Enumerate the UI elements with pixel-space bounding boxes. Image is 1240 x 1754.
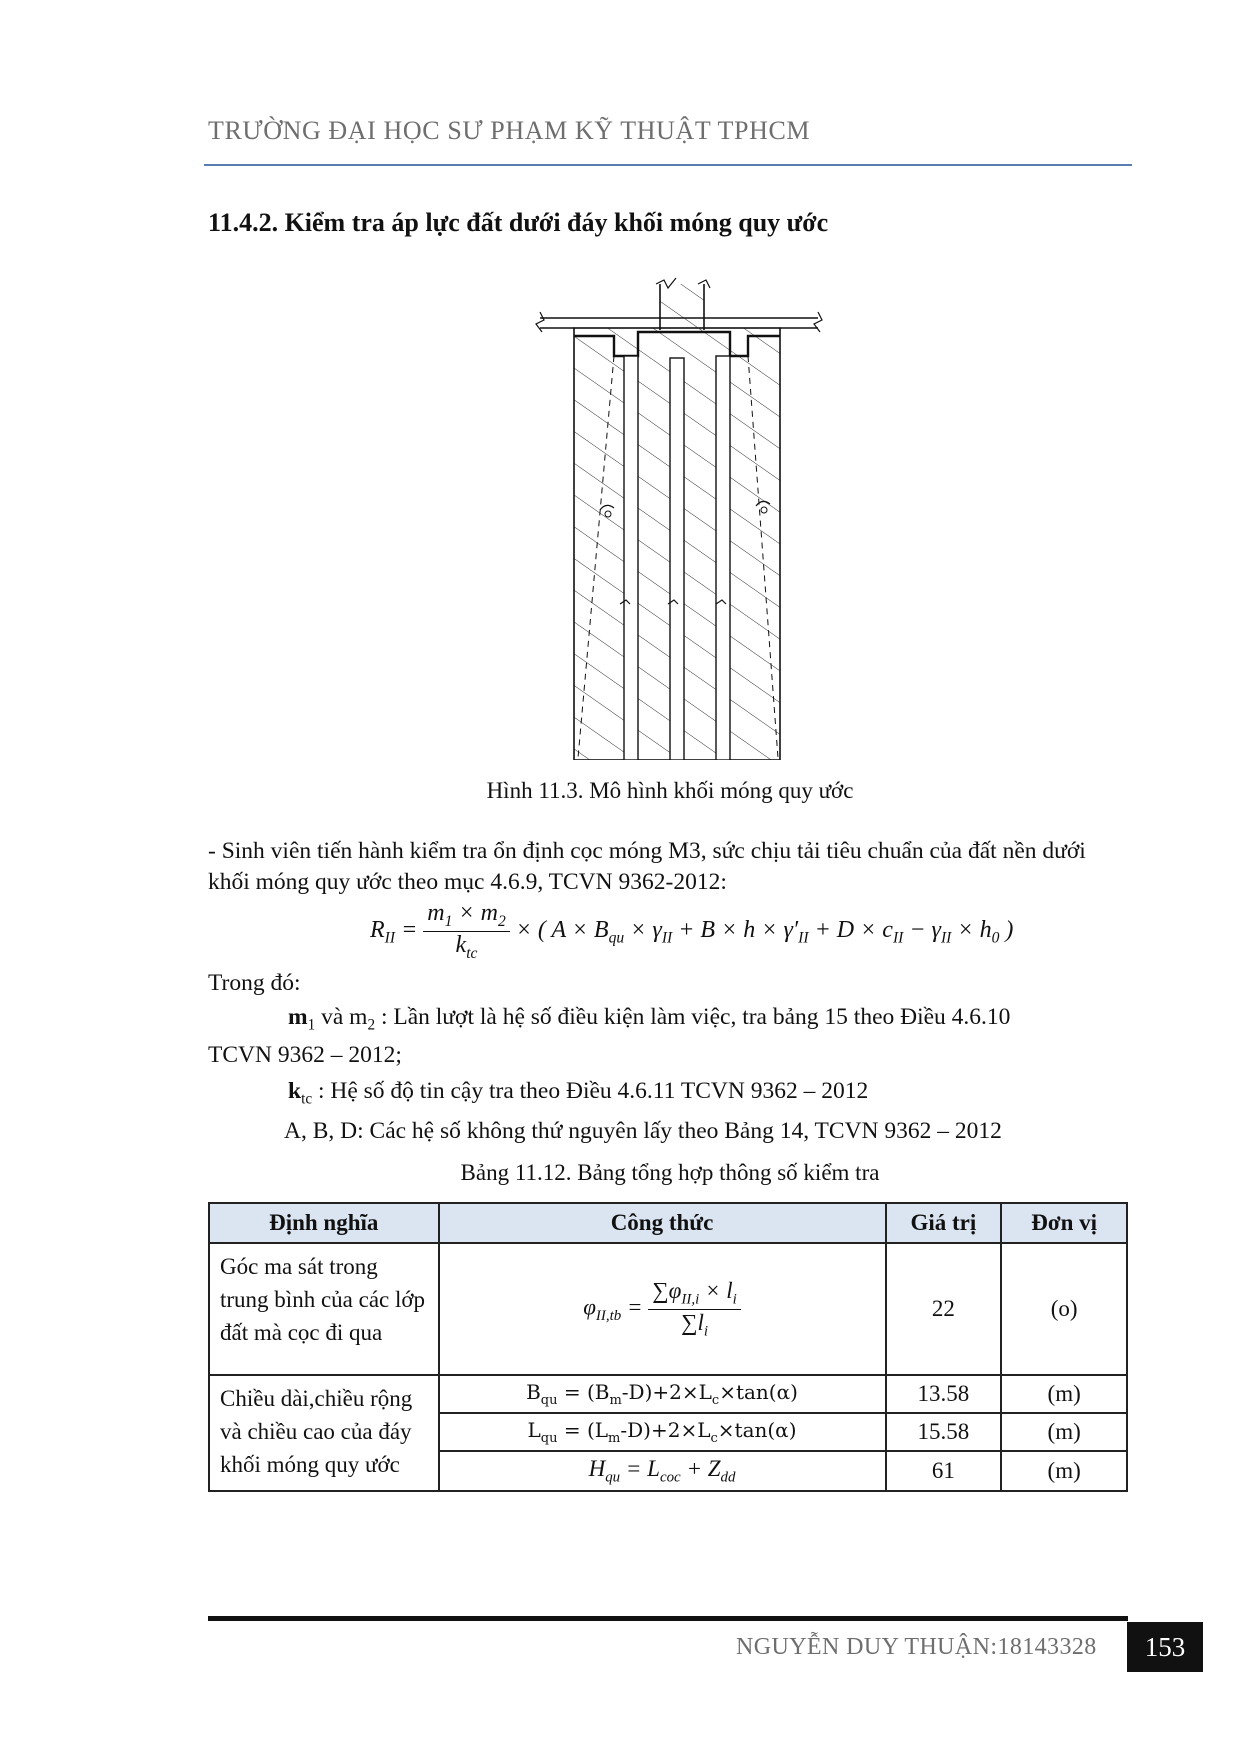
m1-subscript: 1	[307, 1016, 316, 1034]
m1-symbol: m	[288, 1004, 308, 1030]
parameter-table	[208, 1202, 1128, 1492]
unit-cell: (m)	[1001, 1375, 1127, 1413]
bearing-capacity-formula: $R_{II}$ = $\frac{m_1 \times m_2}{k_{tc}}$ × ( $A \times B_{qu} \times \gamma_{II} + B \times h \times \gamma'_{II} + D \times c_{II} - \gamma_{II} \times h_0$ )	[370, 900, 1014, 962]
value-cell: 22	[886, 1243, 1002, 1375]
value-cell: 13.58	[886, 1375, 1002, 1413]
table-row	[209, 1375, 1127, 1413]
ktc-line	[288, 1076, 868, 1115]
ktc-symbol: k	[288, 1078, 302, 1104]
table-caption: Bảng 11.12. Bảng tổng hợp thông số kiểm tra	[460, 1160, 880, 1185]
column	[660, 284, 704, 330]
ktc-subscript: tc	[301, 1090, 313, 1108]
tcvn-reference: TCVN 9362 – 2012;	[208, 1042, 402, 1068]
bqu-formula: $B_{qu} = (B_m-D)+2\times L_c\times\tan(\alpha)$	[439, 1375, 886, 1413]
foundation-block-diagram	[530, 274, 830, 760]
unit-cell: (m)	[1001, 1413, 1127, 1451]
intro-paragraph: - Sinh viên tiến hành kiểm tra ổn định cọc móng M3, sức chịu tải tiêu chuẩn của đất nền dưới khối móng quy ước theo mục 4.6.9, TCVN 9362-2012:	[208, 838, 1086, 895]
pile-middle	[670, 358, 684, 760]
value-cell: 61	[886, 1451, 1002, 1491]
footer-divider	[208, 1616, 1128, 1621]
header-divider	[204, 164, 1132, 166]
definition-cell: Góc ma sát trong trung bình của các lớp đất mà cọc đi qua	[209, 1243, 439, 1375]
header-value: Giá trị	[886, 1203, 1002, 1243]
header-unit: Đơn vị	[1001, 1203, 1127, 1243]
header-formula: Công thức	[439, 1203, 886, 1243]
value-cell: 15.58	[886, 1413, 1002, 1451]
unit-cell: (m)	[1001, 1451, 1127, 1491]
table-header-row	[209, 1203, 1127, 1243]
page-number: 153	[1127, 1622, 1203, 1672]
definition-cell: Chiều dài,chiều rộng và chiều cao của đáy khối móng quy ước	[209, 1375, 439, 1491]
figure-caption: Hình 11.3. Mô hình khối móng quy ước	[486, 778, 854, 803]
ktc-description: : Hệ số độ tin cậy tra theo Điều 4.6.11 TCVN 9362 – 2012	[317, 1078, 869, 1104]
header-title: TRƯỜNG ĐẠI HỌC SƯ PHẠM KỸ THUẬT TPHCM	[208, 116, 811, 145]
m2-subscript: 2	[367, 1016, 376, 1034]
m2-symbol: m	[349, 1004, 368, 1030]
where-label: Trong đó:	[208, 970, 301, 996]
unit-cell: (o)	[1001, 1243, 1127, 1375]
friction-angle-formula: $\varphi_{II,tb}$ = $\frac{\sum\varphi_{II,i} \times l_i}{\sum l_i}$	[439, 1243, 886, 1375]
section-heading: 11.4.2. Kiểm tra áp lực đất dưới đáy khối móng quy ước	[208, 208, 829, 237]
header-definition: Định nghĩa	[209, 1203, 439, 1243]
pile-left	[624, 356, 638, 760]
table-row	[209, 1243, 1127, 1375]
pile-right	[716, 356, 730, 760]
hqu-formula: $H_{qu} = L_{coc} + Z_{dd}$	[439, 1451, 886, 1491]
and-word: và	[321, 1004, 344, 1030]
footer-author: NGUYỄN DUY THUẬN:18143328	[736, 1634, 1097, 1660]
lqu-formula: $L_{qu} = (L_m-D)+2\times L_c\times\tan(\alpha)$	[439, 1413, 886, 1451]
m-coefficients-line	[288, 1002, 1010, 1041]
abd-line: A, B, D: Các hệ số không thứ nguyên lấy theo Bảng 14, TCVN 9362 – 2012	[284, 1118, 1002, 1144]
m-description: : Lần lượt là hệ số điều kiện làm việc, tra bảng 15 theo Điều 4.6.10	[380, 1004, 1011, 1030]
